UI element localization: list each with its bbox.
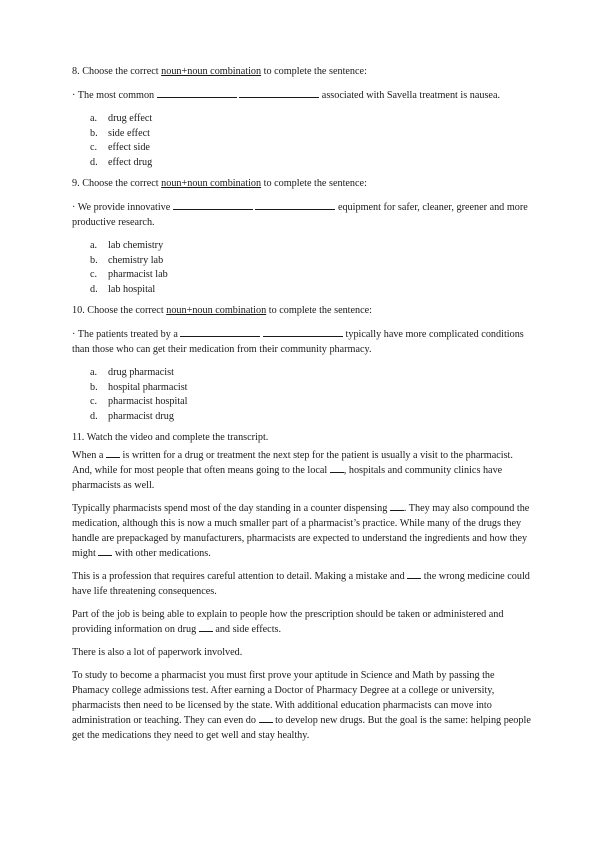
transcript-paragraph-1: When a is written for a drug or treatment the next step for the patient is usually a visit to the pharmacist. And, while for most people that often means going to the local , hospitals and community clinics have pharmacists as well. [72, 450, 513, 491]
option-a[interactable]: a. drug pharmacist [90, 367, 174, 378]
transcript-paragraph-4: Part of the job is being able to explain to people how the prescription should be taken or administered and providing information on drug and side effects. [72, 609, 504, 635]
option-a[interactable]: a. drug effect [90, 113, 153, 124]
option-d[interactable]: d. pharmacist drug [90, 410, 174, 422]
blank[interactable] [259, 713, 273, 723]
blank[interactable] [180, 327, 260, 337]
blank[interactable] [390, 501, 404, 511]
blank[interactable] [98, 546, 112, 556]
option-c[interactable]: c. pharmacist hospital [90, 396, 188, 407]
question-8-title: 8. Choose the correct noun+noun combination to complete the sentence: [72, 66, 367, 77]
question-8 [72, 64, 534, 169]
noun-noun-combination-link: noun+noun combination [161, 66, 262, 77]
blank[interactable] [173, 200, 253, 210]
option-b[interactable]: b. side effect [90, 127, 150, 139]
question-11-title: 11. Watch the video and complete the transcript. [72, 432, 269, 443]
option-b[interactable]: b. hospital pharmacist [90, 381, 188, 393]
blank[interactable] [255, 200, 335, 210]
blank[interactable] [239, 88, 319, 98]
transcript-paragraph-5: There is also a lot of paperwork involved. [72, 647, 243, 658]
blank[interactable] [407, 569, 421, 579]
transcript-paragraph-6: To study to become a pharmacist you must first prove your aptitude in Science and Math by passing the Phamacy college admissions test. After earning a Doctor of Pharmacy Degree at a college or university, pharmacists then need to be licensed by the state. With additional education pharmacists can move into administration or teaching. They can even do to develop new drugs. But the goal is the same: helping people get the medications they need to get well and stay healthy. [72, 670, 531, 741]
blank[interactable] [199, 622, 213, 632]
question-10 [72, 303, 534, 423]
transcript-paragraph-2: Typically pharmacists spend most of the day standing in a counter dispensing . They may also compound the medication, although this is now a much smaller part of a pharmacist’s practice. While many of the drugs they handle are prepackaged by manufacturers, pharmacists are expected to understand the ingredients and how they might with other medications. [72, 503, 530, 559]
blank[interactable] [157, 88, 237, 98]
question-9-title: 9. Choose the correct noun+noun combination to complete the sentence: [72, 178, 367, 189]
option-d[interactable]: d. effect drug [90, 156, 153, 168]
blank[interactable] [263, 327, 343, 337]
question-9-options [72, 238, 534, 296]
question-10-options [72, 365, 534, 423]
option-d[interactable]: d. lab hospital [90, 283, 156, 295]
worksheet-page [72, 64, 534, 751]
question-9 [72, 176, 534, 296]
question-9-stem: · We provide innovative equipment for safer, cleaner, greener and more productive research. [72, 202, 528, 228]
option-c[interactable]: c. effect side [90, 142, 150, 153]
question-10-stem: · The patients treated by a typically have more complicated conditions than those who can get their medication from their community pharmacy. [72, 329, 524, 355]
question-8-options [72, 111, 534, 169]
noun-noun-combination-link: noun+noun combination [166, 305, 267, 316]
blank[interactable] [330, 463, 344, 473]
option-b[interactable]: b. chemistry lab [90, 254, 164, 266]
noun-noun-combination-link: noun+noun combination [161, 178, 262, 189]
question-10-title: 10. Choose the correct noun+noun combination to complete the sentence: [72, 305, 372, 316]
option-a[interactable]: a. lab chemistry [90, 240, 164, 251]
question-11 [72, 430, 534, 743]
option-c[interactable]: c. pharmacist lab [90, 269, 168, 280]
question-8-stem: · The most common associated with Savella treatment is nausea. [72, 90, 501, 101]
transcript-paragraph-3: This is a profession that requires careful attention to detail. Making a mistake and the wrong medicine could have life threatening consequences. [72, 571, 530, 597]
blank[interactable] [106, 448, 120, 458]
